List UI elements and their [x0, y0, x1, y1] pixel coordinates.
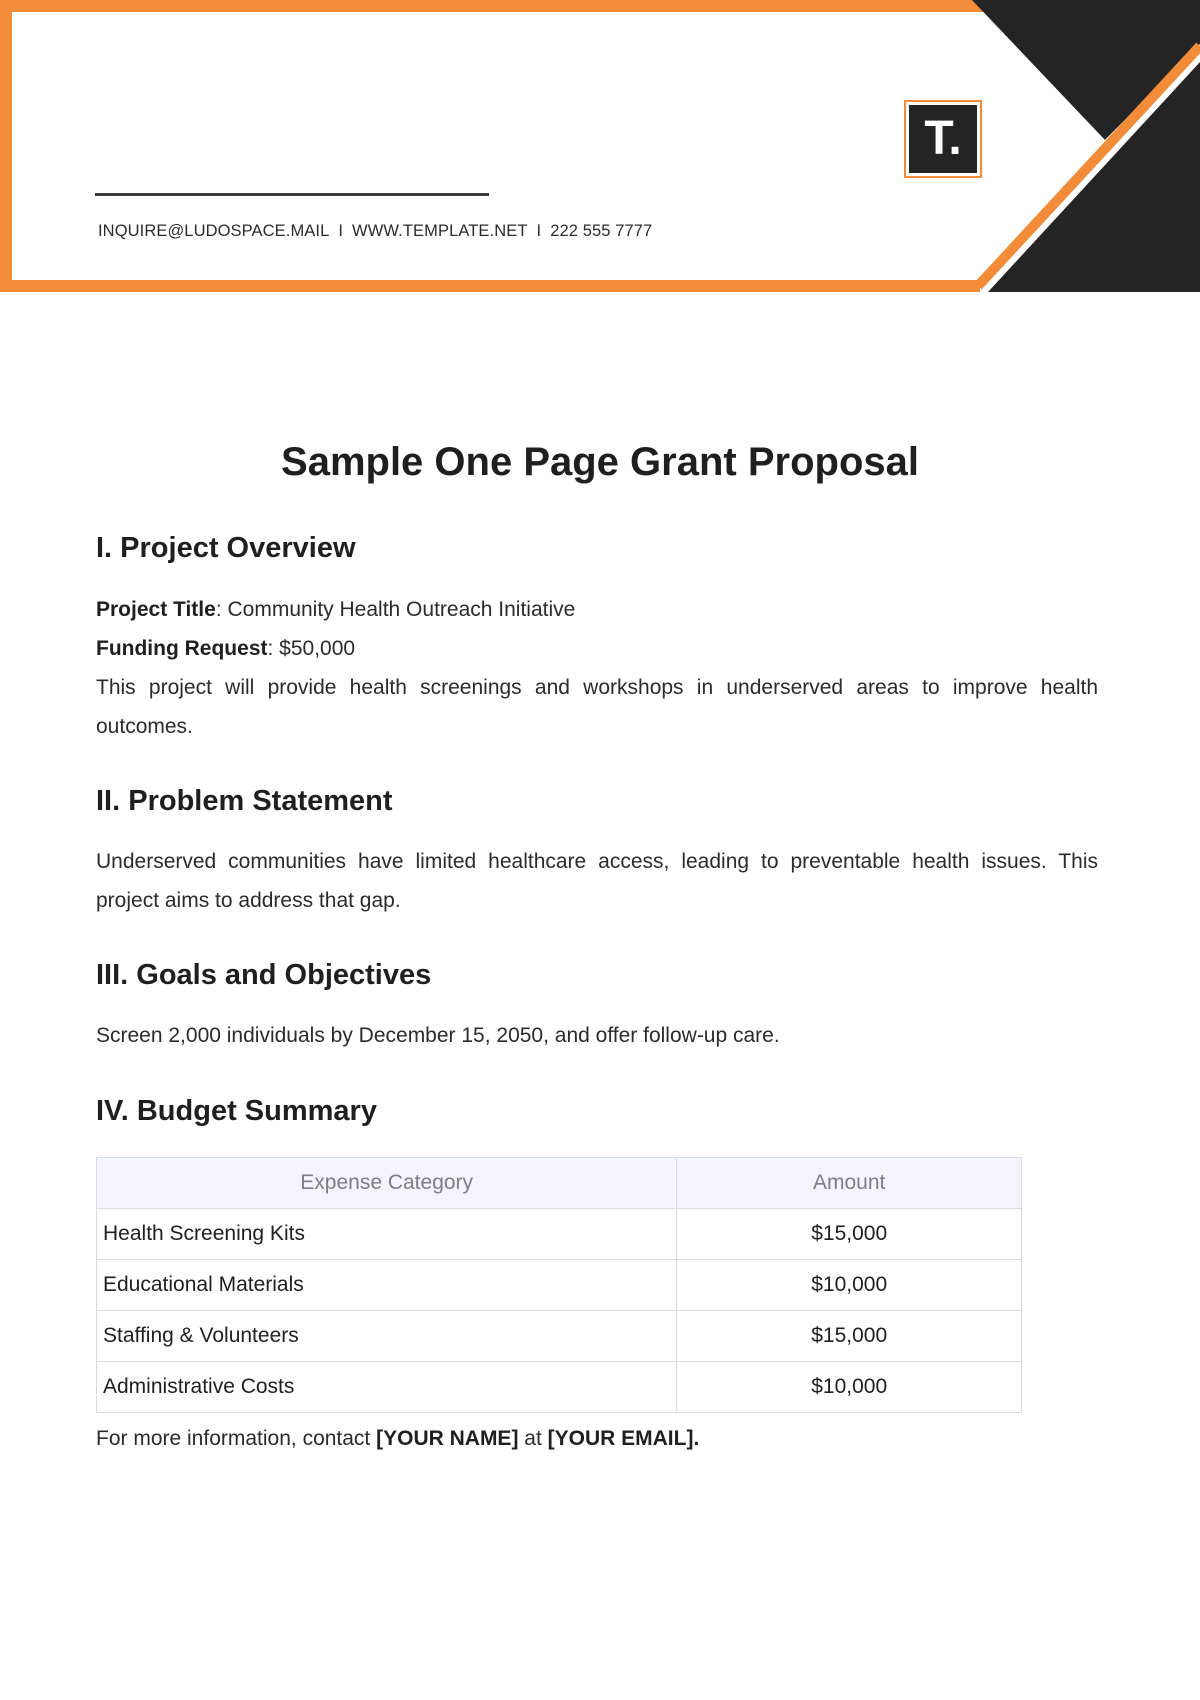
contact-website[interactable]: WWW.TEMPLATE.NET: [352, 222, 528, 240]
funding-request-value: : $50,000: [267, 637, 356, 660]
expense-amount-cell: $15,000: [677, 1209, 1022, 1260]
logo-mark: T.: [909, 105, 977, 173]
expense-category-cell: Staffing & Volunteers: [97, 1311, 677, 1362]
column-header-amount: Amount: [677, 1158, 1022, 1209]
section-heading-goals: III. Goals and Objectives: [96, 959, 432, 991]
expense-category-cell: Administrative Costs: [97, 1362, 677, 1413]
contact-footer: [96, 1419, 1098, 1458]
section-heading-overview: I. Project Overview: [96, 532, 356, 564]
header-divider: [95, 193, 489, 196]
table-row: [97, 1260, 1022, 1311]
contact-phone: 222 555 7777: [550, 222, 653, 240]
overview-description: This project will provide health screenings and workshops in underserved areas to improve health outcomes.: [96, 676, 1098, 738]
contact-email[interactable]: INQUIRE@LUDOSPACE.MAIL: [98, 222, 330, 240]
section-heading-budget: IV. Budget Summary: [96, 1095, 377, 1127]
project-title-label: Project Title: [96, 598, 216, 621]
column-header-category: Expense Category: [97, 1158, 677, 1209]
contact-separator: I: [338, 222, 344, 240]
footer-email-placeholder: [YOUR EMAIL].: [547, 1427, 700, 1450]
project-title-value: : Community Health Outreach Initiative: [215, 598, 576, 621]
contact-separator: I: [536, 222, 542, 240]
table-row: [97, 1209, 1022, 1260]
letterhead: [0, 0, 1200, 292]
table-row: [97, 1362, 1022, 1413]
footer-middle: at: [518, 1427, 548, 1450]
contact-line: [98, 222, 652, 241]
table-row: [97, 1311, 1022, 1362]
expense-amount-cell: $15,000: [677, 1311, 1022, 1362]
document-title: Sample One Page Grant Proposal: [281, 440, 919, 484]
expense-category-cell: Educational Materials: [97, 1260, 677, 1311]
footer-name-placeholder: [YOUR NAME]: [376, 1427, 519, 1450]
goals-text: Screen 2,000 individuals by December 15, 2050, and offer follow-up care.: [96, 1024, 780, 1047]
expense-amount-cell: $10,000: [677, 1362, 1022, 1413]
letterhead-frame: [0, 0, 1200, 292]
expense-category-cell: Health Screening Kits: [97, 1209, 677, 1260]
funding-request-label: Funding Request: [96, 637, 268, 660]
company-logo: [904, 100, 982, 178]
budget-table: [96, 1157, 1022, 1413]
project-title-line: [96, 590, 1098, 629]
footer-prefix: For more information, contact: [96, 1427, 377, 1450]
table-header-row: [97, 1158, 1022, 1209]
funding-request-line: [96, 629, 1098, 668]
problem-text: Underserved communities have limited healthcare access, leading to preventable health issues. This project aims to address that gap.: [96, 850, 1098, 912]
section-heading-problem: II. Problem Statement: [96, 785, 393, 817]
expense-amount-cell: $10,000: [677, 1260, 1022, 1311]
